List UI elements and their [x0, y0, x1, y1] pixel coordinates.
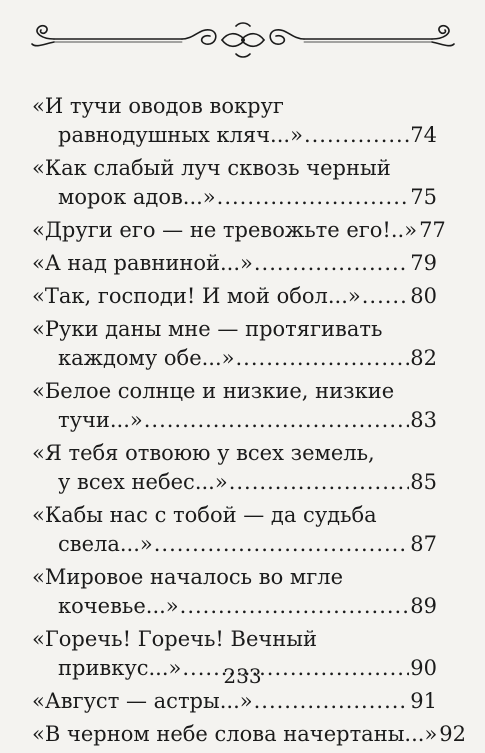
toc-entry-page-number: 82	[410, 346, 437, 370]
toc-entry-title-line: «А над равниной...»	[32, 251, 253, 275]
dot-leader	[254, 687, 410, 716]
toc-entry	[32, 315, 437, 373]
toc-entry-leader-row	[32, 121, 437, 150]
toc-entry-title-line: «Кабы нас с тобой — да судьба	[32, 503, 377, 527]
toc-entry-page-number: 90	[410, 656, 437, 680]
toc-entry-title-line: «Мировое началось во мгле	[32, 565, 344, 589]
dot-leader	[180, 592, 410, 621]
toc-entry-page-number: 85	[410, 470, 437, 494]
dot-leader	[304, 121, 409, 150]
toc-entry	[32, 377, 437, 435]
toc-entry-title-line: «Горечь! Горечь! Вечный	[32, 627, 317, 651]
toc-entry-page-number: 92	[439, 722, 467, 746]
toc-entry-page-number: 89	[410, 594, 437, 618]
toc-entry-title-line: свела...»	[58, 532, 153, 556]
toc-entry-title-line: «В черном небе слова начертаны...»	[32, 722, 438, 746]
toc-entry-leader-row	[32, 282, 437, 311]
decorative-scroll-divider-icon	[24, 18, 462, 58]
toc-entry-title-line: «Белое солнце и низкие, низкие	[32, 379, 395, 403]
toc-entry-title-line: у всех небес...»	[58, 470, 228, 494]
toc-entry-title-line: равнодушных кляч...»	[58, 123, 303, 147]
toc-entry-leader-row	[32, 344, 437, 373]
toc-entry-page-number: 87	[410, 532, 437, 556]
toc-entry-page-number: 75	[410, 185, 437, 209]
toc-entry-title-line: «Други его — не тревожьте его!..»	[32, 218, 418, 242]
toc-entry-title-line: «Так, господи! И мой обол...»	[32, 284, 361, 308]
toc-entry-title-line: тучи...»	[58, 408, 143, 432]
toc-entry-title-line: «Я тебя отвоюю у всех земель,	[32, 441, 375, 465]
toc-entry-page-number: 79	[410, 251, 437, 275]
toc-entry-page-number: 80	[410, 284, 437, 308]
toc-entry-leader-row	[32, 406, 437, 435]
toc-entry-title-line: привкус...»	[58, 656, 182, 680]
toc-entry-leader-row	[32, 468, 437, 497]
toc-entry-title-line: «Руки даны мне — протягивать	[32, 317, 383, 341]
table-of-contents	[32, 92, 467, 753]
toc-entry	[32, 563, 437, 621]
toc-entry-leader-row	[32, 592, 437, 621]
toc-entry	[32, 439, 437, 497]
dot-leader	[362, 282, 410, 311]
toc-entry-page-number: 83	[410, 408, 437, 432]
toc-entry	[32, 249, 437, 278]
toc-entry-title-line: «И тучи оводов вокруг	[32, 94, 284, 118]
dot-leader	[229, 468, 410, 497]
toc-entry	[32, 216, 446, 245]
dot-leader	[154, 530, 410, 559]
toc-entry-title-line: «Как слабый луч сквозь черный	[32, 156, 391, 180]
toc-entry-leader-row	[32, 687, 437, 716]
toc-entry	[32, 154, 437, 212]
toc-entry-leader-row	[32, 249, 437, 278]
toc-entry-title-line: «Август — астры...»	[32, 689, 253, 713]
dot-leader	[254, 249, 409, 278]
toc-entry-page-number: 74	[410, 123, 437, 147]
toc-entry-title-line: морок адов...»	[58, 185, 216, 209]
toc-entry-title-line: каждому обе...»	[58, 346, 235, 370]
dot-leader	[217, 183, 410, 212]
page-number: 233	[223, 664, 262, 688]
toc-entry-page-number: 77	[419, 218, 446, 242]
toc-entry-leader-row	[32, 720, 467, 749]
dot-leader	[236, 344, 410, 373]
toc-entry	[32, 501, 437, 559]
toc-entry	[32, 282, 437, 311]
toc-entry	[32, 720, 467, 749]
toc-entry-leader-row	[32, 183, 437, 212]
toc-entry	[32, 687, 437, 716]
toc-entry-leader-row	[32, 216, 446, 245]
toc-entry	[32, 92, 437, 150]
toc-entry-title-line: кочевье...»	[58, 594, 179, 618]
toc-entry-leader-row	[32, 530, 437, 559]
toc-entry-page-number: 91	[410, 689, 437, 713]
dot-leader	[144, 406, 410, 435]
